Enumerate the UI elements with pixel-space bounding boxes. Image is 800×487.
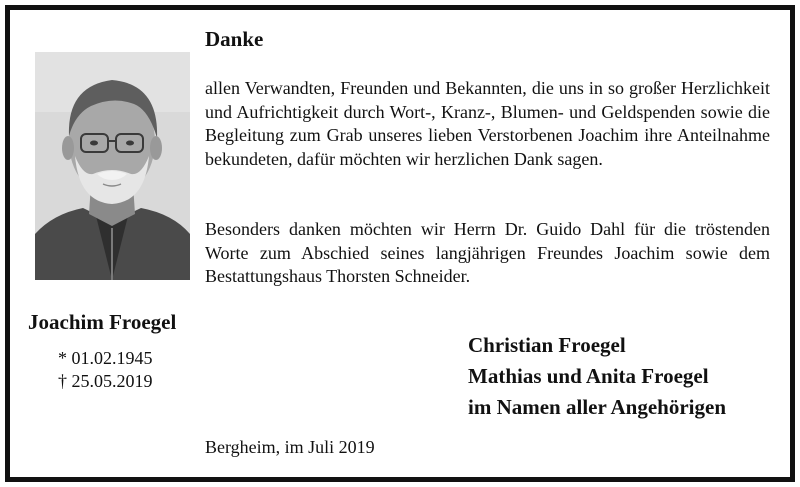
- birth-date: * 01.02.1945: [58, 348, 153, 368]
- thanks-paragraph: allen Verwandten, Freunden und Bekannten, die uns in so großer Herzlichkeit und Aufrichtigkeit durch Wort-, Kranz-, Blumen- und Geldspenden sowie die Begleitung zum Grab unseres lieben Verstorbenen Joachim ihre Anteilnahme bekundeten, dafür möchten wir herzlichen Dank sagen.: [205, 78, 770, 169]
- thanks-heading: Danke: [205, 27, 264, 51]
- family-member-2: Mathias und Anita Froegel: [468, 364, 709, 388]
- family-signature: im Namen aller Angehörigen: [468, 395, 727, 419]
- portrait-image: [35, 52, 190, 280]
- portrait-photo: [35, 52, 190, 280]
- deceased-name: Joachim Froegel: [28, 310, 177, 334]
- special-thanks-paragraph: Besonders danken möchten wir Herrn Dr. Guido Dahl für die tröstenden Worte zum Abschied seines langjährigen Freundes Joachim sowie dem Bestattungshaus Thorsten Schneider.: [205, 219, 770, 287]
- family-member-1: Christian Froegel: [468, 333, 626, 357]
- death-date: † 25.05.2019: [58, 371, 153, 391]
- place-and-date: Bergheim, im Juli 2019: [205, 437, 375, 457]
